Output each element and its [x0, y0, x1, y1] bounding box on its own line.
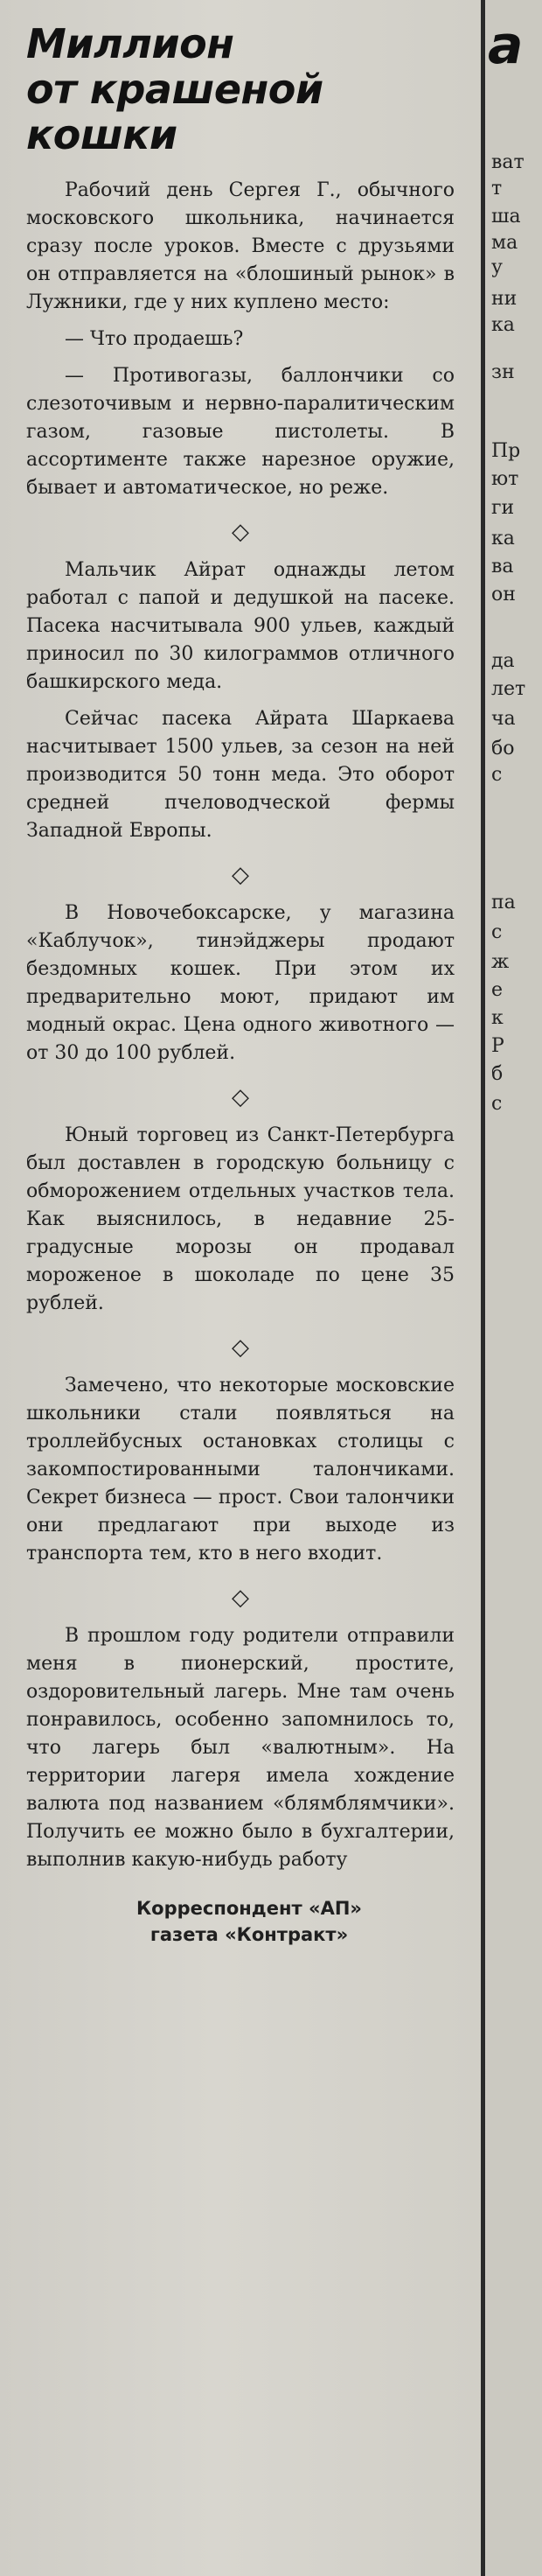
- paragraph: — Противогазы, баллончики со слезоточивым и нервно-паралитическим газом, газовые пистолеты. В ассортименте также нарезное оружие, бывает и автоматическое, но реже.: [26, 365, 455, 499]
- adjacent-text-fragment: па: [491, 892, 516, 914]
- paragraph: Юный торговец из Санкт-Петербурга был доставлен в городскую больницу с обморожением отдельных участков тела. Как выяснилось, в недавние 25-градусные морозы он продавал мороженое в шоколаде по цене 35 рублей.: [26, 1124, 455, 1314]
- title-line: кошки: [26, 111, 177, 158]
- adjacent-text-fragment: е: [491, 979, 504, 1001]
- adjacent-headline-fragment: а: [488, 15, 524, 76]
- adjacent-text-fragment: зн: [491, 361, 515, 383]
- section-divider-icon: ◇: [232, 1585, 249, 1611]
- paragraph: Замечено, что некоторые московские школьники стали появляться на троллейбусных остановках столицы с закомпостированными талончиками. Секрет бизнеса — прост. Свои талончики они предлагают при выходе из транспорта тем, кто в него входит.: [26, 1375, 455, 1564]
- column-rule: [481, 0, 485, 2576]
- byline-correspondent: Корреспондент «АП»: [136, 1898, 362, 1919]
- adjacent-text-fragment: бо: [491, 738, 515, 760]
- adjacent-text-fragment: ва: [491, 556, 514, 578]
- article-title: [26, 21, 455, 158]
- paragraph: Сейчас пасека Айрата Шаркаева насчитывает 1500 ульев, за сезон на ней производится 50 тонн меда. Это оборот средней пчеловодческой фермы Западной Европы.: [26, 708, 455, 842]
- adjacent-text-fragment: ж: [491, 951, 510, 973]
- paragraph: В прошлом году родители отправили меня в пионерский, простите, оздоровительный лагерь. Мне там очень понравилось, особенно запомнилось то, что лагерь был «валютным». На территории лагеря имела хождение валюта под названием «блямблямчики». Получить ее можно было в бухгалтерии, выполнив какую-нибудь работу: [26, 1625, 455, 1871]
- adjacent-text-fragment: с: [491, 921, 503, 943]
- adjacent-text-fragment: т: [491, 178, 503, 200]
- section-divider-icon: ◇: [232, 519, 249, 545]
- adjacent-text-fragment: Р: [491, 1035, 504, 1057]
- adjacent-text-fragment: ют: [491, 468, 519, 490]
- paragraph: Рабочий день Сергея Г., обычного московского школьника, начинается сразу после уроков. Вместе с друзьями он отправляется на «блошиный рынок» в Лужники, где у них куплено место:: [26, 179, 455, 313]
- section-divider-icon: ◇: [232, 1084, 249, 1110]
- adjacent-text-fragment: б: [491, 1063, 504, 1085]
- adjacent-text-fragment: у: [491, 256, 503, 278]
- adjacent-text-fragment: с: [491, 764, 503, 786]
- section-divider-icon: ◇: [232, 862, 249, 888]
- adjacent-text-fragment: ша: [491, 206, 521, 228]
- section-divider-icon: ◇: [232, 1334, 249, 1361]
- adjacent-text-fragment: ча: [491, 708, 516, 730]
- adjacent-text-fragment: Пр: [491, 440, 521, 462]
- adjacent-text-fragment: с: [491, 1093, 503, 1115]
- title-line: Миллион: [26, 20, 234, 67]
- adjacent-text-fragment: ват: [491, 151, 525, 173]
- paragraph: — Что продаешь?: [65, 328, 244, 350]
- adjacent-text-fragment: лет: [491, 678, 526, 700]
- byline: [26, 1895, 455, 1948]
- title-line: от крашеной: [26, 66, 323, 113]
- adjacent-text-fragment: он: [491, 584, 516, 606]
- adjacent-text-fragment: к: [491, 1007, 504, 1029]
- adjacent-text-fragment: ка: [491, 528, 515, 550]
- paragraph: Мальчик Айрат однажды летом работал с папой и дедушкой на пасеке. Пасека насчитывала 900 ульев, каждый приносил по 30 килограммов отличного башкирского меда.: [26, 559, 455, 693]
- adjacent-text-fragment: ка: [491, 314, 515, 336]
- adjacent-column-fragment: [486, 0, 542, 2576]
- adjacent-text-fragment: ма: [491, 232, 518, 254]
- adjacent-text-fragment: да: [491, 650, 515, 672]
- adjacent-text-fragment: ни: [491, 288, 518, 310]
- byline-source: газета «Контракт»: [149, 1924, 349, 1945]
- adjacent-text-fragment: ги: [491, 497, 515, 519]
- paragraph: В Новочебоксарске, у магазина «Каблучок», тинэйджеры продают бездомных кошек. При этом их предварительно моют, придают им модный окрас. Цена одного животного — от 30 до 100 рублей.: [26, 902, 455, 1064]
